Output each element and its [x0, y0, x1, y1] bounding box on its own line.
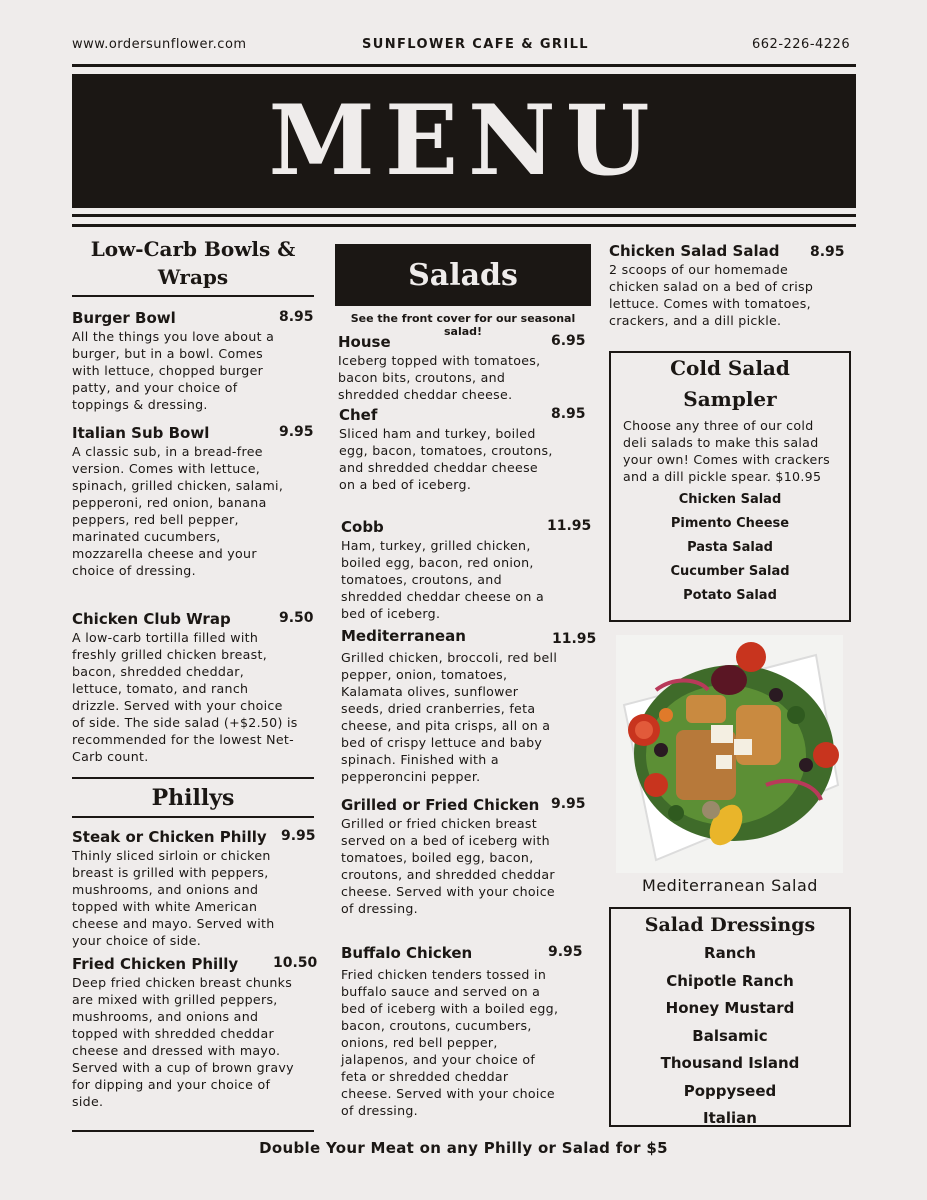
dressing-item: Chipotle Ranch — [666, 971, 794, 990]
menu-item-steak-chicken-philly — [72, 828, 317, 949]
menu-banner — [72, 74, 856, 208]
cold-salad-sampler-box — [609, 351, 851, 622]
item-description: A classic sub, in a bread-free version. Comes with lettuce, spinach, grilled chicken, salami, pepperoni, red onion, banana peppers, red bell pepper, marinated cucumbers, mozzarella cheese and your choice of dressing. — [72, 444, 284, 578]
sampler-option: Pimento Cheese — [670, 516, 790, 531]
item-description: A low-carb tortilla filled with freshly grilled chicken breast, bacon, shredded cheddar, lettuce, tomato, and ranch drizzle. Served with your choice of side. The side salad (+$2.50) is recommended for the lowest Net-Carb count. — [72, 630, 298, 764]
phillys-title: Phillys — [151, 785, 235, 811]
item-name: Chef — [339, 406, 378, 424]
item-name: Grilled or Fried Chicken — [341, 796, 540, 814]
item-price: 8.95 — [279, 309, 314, 325]
seasonal-note: See the front cover for our seasonal salad! — [350, 312, 576, 338]
item-price: 8.95 — [810, 244, 845, 260]
menu-item-chicken-salad-salad — [609, 242, 859, 329]
item-price: 10.50 — [273, 955, 318, 971]
sampler-option: Chicken Salad — [678, 492, 782, 507]
item-name: Steak or Chicken Philly — [72, 828, 267, 846]
dressings-title: Salad Dressings — [644, 914, 816, 936]
sampler-option: Pasta Salad — [687, 540, 773, 555]
phillys-rule-end — [72, 1130, 314, 1132]
menu-item-chicken-club-wrap — [72, 610, 317, 765]
item-description: All the things you love about a burger, but in a bowl. Comes with lettuce, chopped burger patty, and your choice of toppings & dressing. — [72, 329, 275, 412]
low-carb-title: Low-Carb Bowls & Wraps — [90, 237, 296, 289]
item-price: 9.95 — [281, 828, 316, 844]
phillys-rule-bottom — [72, 816, 314, 818]
dressing-item: Thousand Island — [660, 1054, 800, 1072]
item-description: Grilled chicken, broccoli, red bell pepper, onion, tomatoes, Kalamata olives, sunflower seeds, dried cranberries, feta cheese, and pita crisps, all on a bed of crispy lettuce and baby spinach. Finished with a pepperoncini pepper. — [341, 650, 558, 784]
sampler-title: Cold Salad Sampler — [670, 356, 790, 411]
dressings-list — [611, 940, 849, 1133]
sampler-description: Choose any three of our cold deli salads to make this salad your own! Comes with crackers and a dill pickle spear. $10.95 — [623, 418, 830, 484]
menu-title: MENU — [268, 84, 660, 197]
sampler-option: Potato Salad — [683, 588, 777, 603]
item-description: Sliced ham and turkey, boiled egg, bacon, tomatoes, croutons, and shredded cheddar cheese on a bed of iceberg. — [339, 426, 553, 492]
menu-item-burger-bowl — [72, 309, 317, 413]
banner-rule-2 — [72, 224, 856, 227]
item-description: Grilled or fried chicken breast served on a bed of iceberg with tomatoes, boiled egg, bacon, croutons, and shredded cheddar cheese. Served with your choice of dressing. — [341, 816, 555, 916]
website-url: www.ordersunflower.com — [72, 37, 247, 52]
photo-caption: Mediterranean Salad — [642, 876, 818, 895]
footer-promo: Double Your Meat on any Philly or Salad for $5 — [259, 1139, 668, 1157]
phillys-rule-top — [72, 777, 314, 779]
dressing-item: Honey Mustard — [665, 999, 795, 1017]
item-description: Fried chicken tenders tossed in buffalo sauce and served on a bed of iceberg with a boiled egg, bacon, croutons, cucumbers, onions, red bell pepper, jalapenos, and your choice of feta or shredded cheddar cheese. Served with your choice of dressing. — [341, 967, 559, 1118]
item-name: Mediterranean — [341, 627, 466, 645]
item-name: Fried Chicken Philly — [72, 955, 239, 973]
low-carb-rule — [72, 295, 314, 297]
item-name: Chicken Salad Salad — [609, 242, 780, 260]
item-name: House — [338, 333, 391, 351]
item-price: 9.95 — [279, 424, 314, 440]
dressing-item: Balsamic — [692, 1026, 768, 1045]
sampler-options — [611, 488, 849, 608]
salad-illustration — [616, 635, 843, 873]
dressing-item: Ranch — [704, 944, 756, 962]
menu-item-house-salad — [338, 333, 588, 403]
banner-rule-1 — [72, 214, 856, 217]
dressing-item: Italian — [703, 1109, 757, 1127]
item-description: Iceberg topped with tomatoes, bacon bits, croutons, and shredded cheddar cheese. — [338, 353, 541, 402]
restaurant-name: SUNFLOWER CAFE & GRILL — [362, 37, 589, 52]
menu-item-fried-chicken-philly — [72, 955, 317, 1110]
item-price: 8.95 — [551, 406, 586, 422]
item-name: Italian Sub Bowl — [72, 424, 210, 442]
item-price: 6.95 — [551, 333, 586, 349]
header-rule — [72, 64, 856, 67]
item-description: Deep fried chicken breast chunks are mixed with grilled peppers, mushrooms, and onions and topped with shredded cheddar cheese and dressed with mayo. Served with a cup of brown gravy for dipping and your choice of side. — [72, 975, 294, 1109]
item-price: 11.95 — [547, 518, 592, 534]
menu-item-cobb-salad — [341, 518, 591, 622]
item-name: Buffalo Chicken — [341, 944, 473, 962]
salads-banner — [335, 244, 591, 306]
dressing-item: Poppyseed — [683, 1081, 777, 1100]
item-description: Ham, turkey, grilled chicken, boiled egg, bacon, red onion, tomatoes, croutons, and shredded cheddar cheese on a bed of iceberg. — [341, 538, 544, 621]
item-price: 9.95 — [548, 944, 583, 960]
item-description: 2 scoops of our homemade chicken salad on a bed of crisp lettuce. Comes with tomatoes, crackers, and a dill pickle. — [609, 262, 814, 328]
phone-number: 662-226-4226 — [752, 37, 851, 52]
item-price: 9.50 — [279, 610, 314, 626]
menu-item-italian-sub-bowl — [72, 424, 317, 579]
menu-item-buffalo-chicken-salad — [341, 944, 591, 1119]
sampler-option: Cucumber Salad — [670, 564, 790, 579]
item-description: Thinly sliced sirloin or chicken breast is grilled with peppers, mushrooms, and onions and topped with white American cheese and mayo. Served with your choice of side. — [72, 848, 275, 948]
mediterranean-salad-photo — [616, 635, 843, 873]
item-price: 9.95 — [551, 796, 586, 812]
salads-title: Salads — [408, 257, 518, 293]
item-price: 11.95 — [552, 631, 597, 647]
menu-item-grilled-fried-chicken-salad — [341, 796, 591, 917]
salad-dressings-box — [609, 907, 851, 1127]
item-name: Burger Bowl — [72, 309, 176, 327]
item-name: Chicken Club Wrap — [72, 610, 231, 628]
menu-item-chef-salad — [339, 406, 589, 493]
menu-item-mediterranean-salad — [341, 627, 597, 785]
item-name: Cobb — [341, 518, 384, 536]
